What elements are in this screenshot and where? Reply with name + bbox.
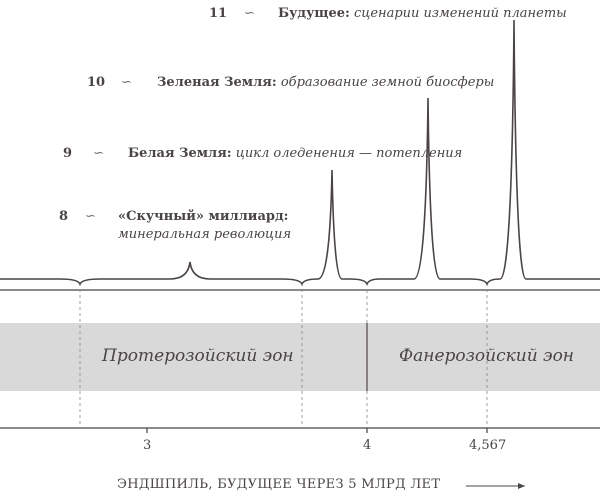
event-10-label (157, 75, 494, 90)
arrow-right-icon (466, 483, 525, 489)
tick-label: 3 (143, 438, 152, 453)
axis-ticks (147, 428, 487, 433)
event-9-label (128, 146, 462, 161)
event-description: цикл оледенения — потепления (235, 146, 463, 161)
event-number: 8 (59, 209, 69, 224)
event-title: Белая Земля: (128, 146, 232, 161)
event-8-label (118, 209, 291, 242)
fleuron-swash-icon: ∽ (85, 209, 96, 224)
event-description: сценарии изменений планеты (353, 6, 567, 21)
axis-caption: ЭНДШПИЛЬ, БУДУЩЕЕ ЧЕРЕЗ 5 МЛРД ЛЕТ (117, 477, 441, 492)
tick-label: 4,567 (469, 438, 507, 453)
eon-label-proterozoic: Протерозойский эон (102, 346, 294, 366)
event-number: 9 (63, 146, 73, 161)
event-title: «Скучный» миллиард: (118, 209, 289, 224)
fleuron-swash-icon: ∽ (93, 146, 104, 161)
tick-label: 4 (363, 438, 372, 453)
fleuron-swash-icon: ∽ (244, 6, 255, 21)
event-number: 10 (87, 75, 106, 90)
event-description: минеральная революция (118, 227, 292, 242)
event-title: Зеленая Земля: (157, 75, 277, 90)
eon-label-phanerozoic: Фанерозойский эон (399, 346, 575, 366)
event-11-label (278, 6, 567, 21)
event-number: 11 (209, 6, 228, 21)
event-title: Будущее: (278, 6, 350, 21)
fleuron-swash-icon: ∽ (121, 75, 132, 90)
event-description: образование земной биосферы (280, 75, 495, 90)
